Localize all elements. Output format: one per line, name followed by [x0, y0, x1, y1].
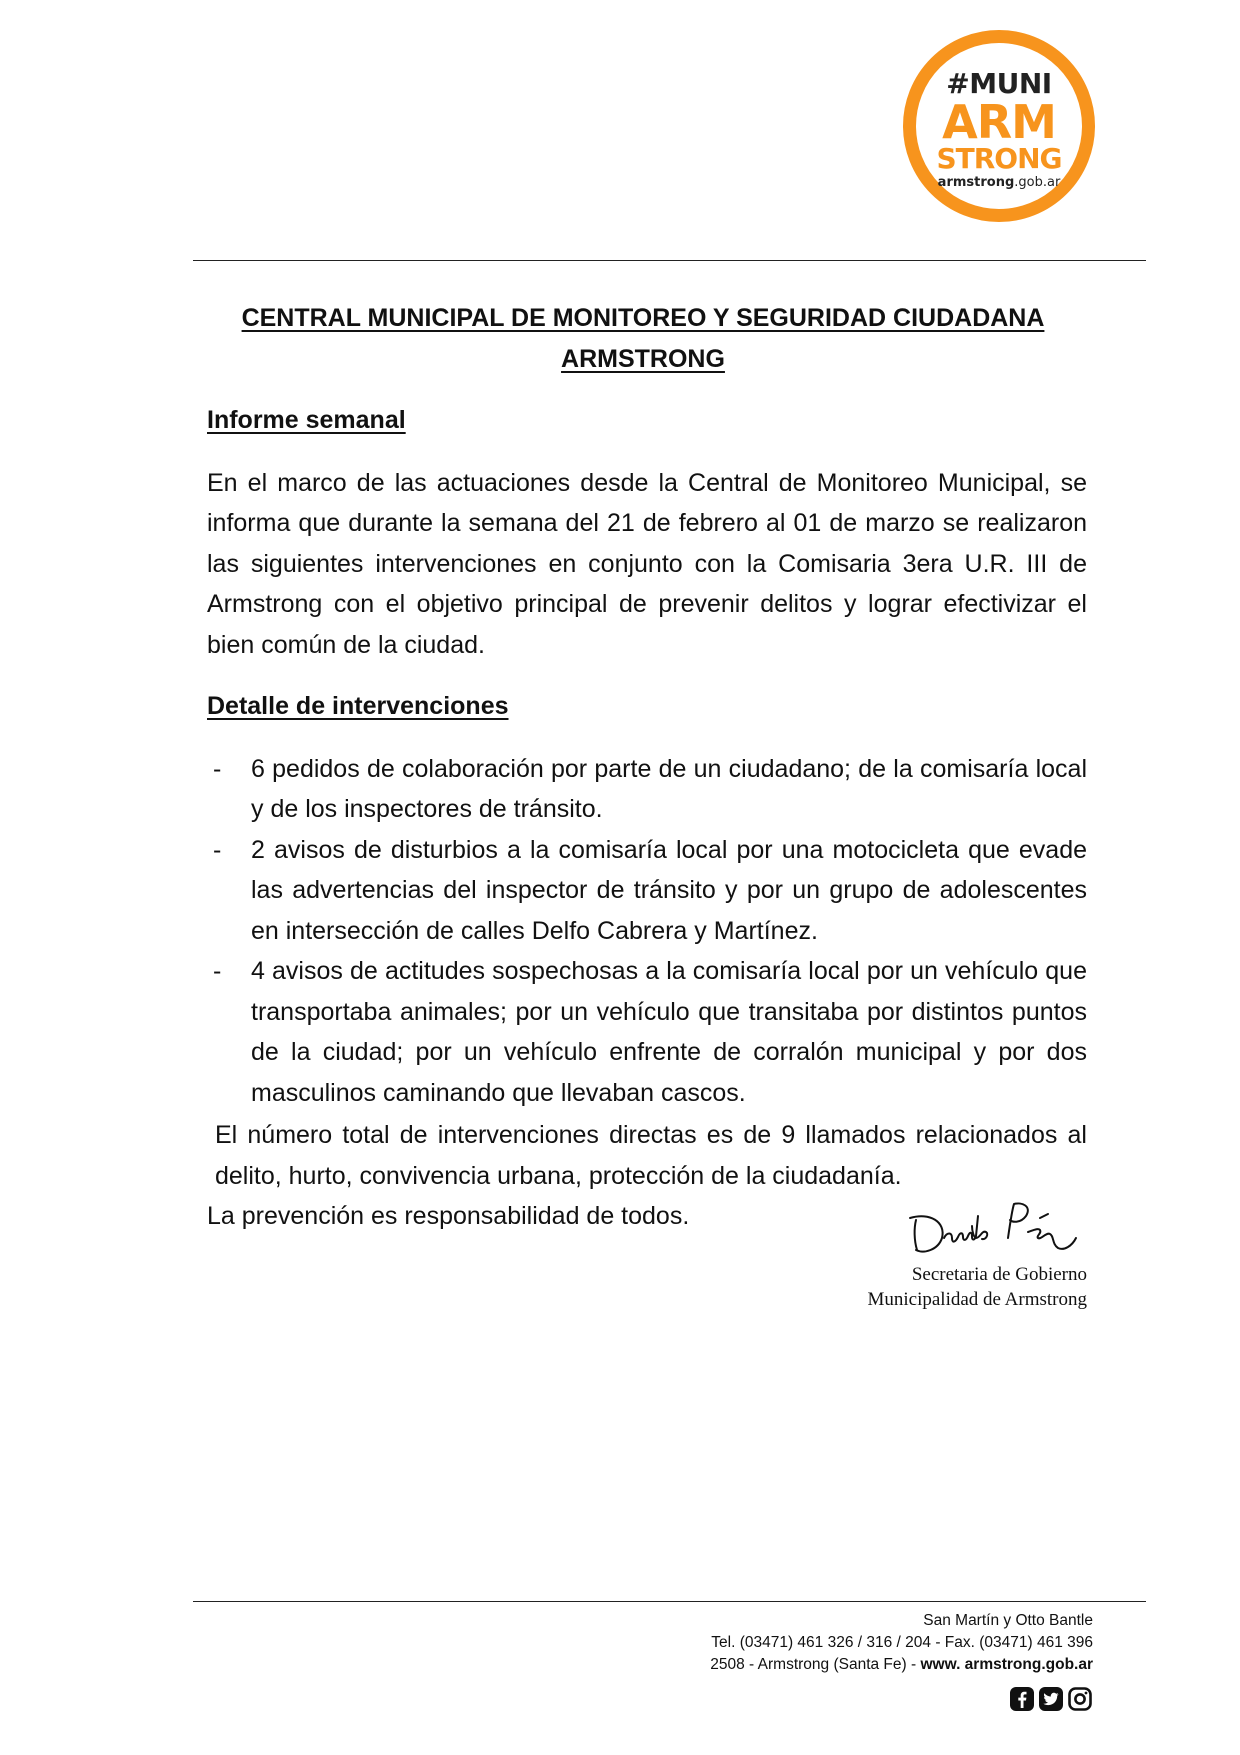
interventions-list — [207, 749, 1087, 1114]
signature-block — [867, 1262, 1087, 1312]
header-divider — [193, 260, 1146, 261]
footer-phones: Tel. (03471) 461 326 / 316 / 204 - Fax. (03471) 461 396 — [711, 1634, 1093, 1651]
logo-line-strong: STRONG — [936, 141, 1062, 175]
footer-city: 2508 - Armstrong (Santa Fe) - www. armstrong.gob.ar — [710, 1656, 1093, 1673]
social-icons — [1009, 1686, 1093, 1712]
logo-line-muni: #MUNI — [946, 66, 1052, 100]
intro-paragraph: En el marco de las actuaciones desde la Central de Monitoreo Municipal, se informa que durante la semana del 21 de febrero al 01 de marzo se realizaron las siguientes intervenciones en conjunto con la Comisaria 3era U.R. III de Armstrong con el objetivo principal de prevenir delitos y lograr efectivizar el bien común de la ciudad. — [207, 468, 1087, 659]
title-line-1: CENTRAL MUNICIPAL DE MONITOREO Y SEGURIDAD CIUDADANA — [241, 304, 1045, 332]
instagram-icon[interactable] — [1067, 1686, 1093, 1712]
signer-organization: Municipalidad de Armstrong — [867, 1289, 1087, 1310]
section-heading-detalle: Detalle de intervenciones — [207, 692, 509, 720]
title-line-2: ARMSTRONG — [561, 345, 725, 373]
footer-address: San Martín y Otto Bantle — [923, 1612, 1093, 1629]
signer-title: Secretaria de Gobierno — [911, 1264, 1087, 1285]
list-item: - 6 pedidos de colaboración por parte de un ciudadano; de la comisaría local y de los inspectores de tránsito. — [213, 754, 1087, 823]
municipality-logo — [903, 30, 1095, 222]
logo-line-arm: ARM — [942, 94, 1056, 149]
handwritten-signature — [900, 1198, 1090, 1268]
total-paragraph: El número total de intervenciones directas es de 9 llamados relacionados al delito, hurto, convivencia urbana, protección de la ciudadanía. — [215, 1121, 1087, 1190]
facebook-icon[interactable] — [1009, 1686, 1035, 1712]
footer-website[interactable]: www. armstrong.gob.ar — [920, 1656, 1093, 1673]
twitter-icon[interactable] — [1038, 1686, 1064, 1712]
document-title — [193, 298, 1093, 380]
list-item: - 4 avisos de actitudes sospechosas a la comisaría local por un vehículo que transportaba animales; por un vehículo que transitaba por distintos puntos de la ciudad; por un vehículo enfrente de corralón municipal y por dos masculinos caminando que llevaban cascos. — [213, 957, 1087, 1107]
document-body — [207, 400, 1087, 1237]
section-heading-informe: Informe semanal — [207, 406, 406, 434]
list-item: - 2 avisos de disturbios a la comisaría local por una motocicleta que evade las advertencias del inspector de tránsito y por un grupo de adolescentes en intersección de calles Delfo Cabrera y Martínez. — [213, 835, 1087, 945]
footer-divider — [193, 1601, 1146, 1602]
logo-url: armstrong.gob.ar — [937, 174, 1061, 190]
footer-contact — [710, 1610, 1093, 1676]
closing-line: La prevención es responsabilidad de todos. — [207, 1202, 690, 1230]
